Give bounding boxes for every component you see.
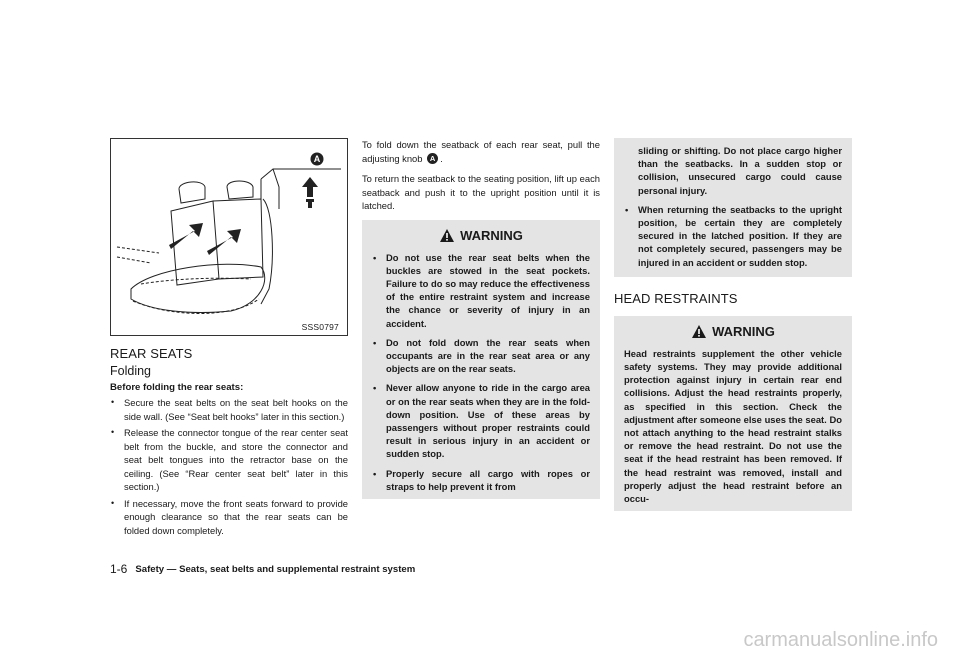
warning-continued-text: sliding or shifting. Do not place cargo higher than the seatbacks. In a sudden stop or collision, unsecured cargo could cause personal injury. (638, 145, 842, 196)
callout-a-icon: A (427, 153, 438, 164)
warning-triangle-icon (439, 228, 455, 243)
before-folding-label: Before folding the rear seats: (110, 382, 244, 393)
warning-triangle-icon (691, 324, 707, 339)
section-heading-rear-seats: REAR SEATS (110, 346, 193, 361)
page-footer (110, 562, 415, 576)
footer-section-title: Safety — Seats, seat belts and supplemental restraint system (135, 564, 416, 575)
list-item: • Release the connector tongue of the rear center seat belt from the buckle, and store the connector and seat belt tongues into the retractor base on the ceiling. (See “Rear center seat belt” later in this section.) (110, 426, 348, 494)
warning-header (372, 228, 590, 243)
list-item: • Secure the seat belts on the seat belt hooks on the side wall. (See “Seat belt hooks” later in this section.) (110, 396, 348, 423)
subheading-folding: Folding (110, 364, 151, 378)
warning-header (624, 324, 842, 339)
warning-title: WARNING (712, 323, 775, 339)
column-1 (110, 138, 348, 540)
section-heading-head-restraints: HEAD RESTRAINTS (614, 290, 738, 306)
figure-code: SSS0797 (301, 322, 339, 332)
fold-down-paragraph (362, 138, 600, 165)
warning-title: WARNING (460, 227, 523, 243)
head-restraint-warning-text: Head restraints supplement the other vehicle safety systems. They may provide additional protection against injury in certain rear end collisions. Adjust the head restraints properly, as specified in this section. Check the adjustment after someone else uses the seat. Do not attach anything to the head restraint stalks or remove the head restraint. Do not use the seat if the head restraint has been removed. If the head restraint was removed, install and properly adjust the head restraint before an occu- (624, 347, 842, 505)
warning-box-continued (614, 138, 852, 277)
column-2 (362, 138, 600, 499)
warning-box-head-restraints (614, 316, 852, 511)
fold-down-text: To fold down the seatback of each rear seat, pull the adjusting knob (362, 139, 600, 164)
warning-list (372, 251, 590, 493)
list-item: • If necessary, move the front seats forward to provide enough clearance so that the rear seats can be folded down completely. (110, 497, 348, 538)
list-item: • When returning the seatbacks to the upright position, be certain they are completely secured in the latched position. If they are not completely secured, passengers may be injured in an accident or sudden stop. (624, 203, 842, 269)
list-item: • Properly secure all cargo with ropes or straps to help prevent it from (372, 467, 590, 493)
column-3 (614, 138, 852, 511)
watermark: carmanualsonline.info (743, 629, 938, 651)
rear-seat-illustration (110, 138, 348, 336)
list-item: • Never allow anyone to ride in the cargo area or on the rear seats when they are in the fold-down position. Use of these areas by passengers without proper restraints could result in serious injury in an accident or sudden stop. (372, 381, 590, 460)
warning-box-rear-seats (362, 220, 600, 499)
fold-down-text-end: . (440, 152, 443, 164)
rear-seat-drawing (111, 139, 347, 335)
before-folding-list (110, 396, 348, 537)
callout-a-label: A (313, 154, 321, 165)
page-number: 1-6 (110, 562, 128, 576)
warning-list-continued (624, 203, 842, 269)
list-item: • Do not fold down the rear seats when occupants are in the rear seat area or any objects are on the rear seats. (372, 336, 590, 376)
return-seatback-paragraph: To return the seatback to the seating position, lift up each seatback and push it to the upright position until it is latched. (362, 173, 600, 211)
list-item: • Do not use the rear seat belts when the buckles are stowed in the seat pockets. Failure to do so may reduce the effectiveness of the entire restraint system and increase the chance or severity of injury in an accident. (372, 251, 590, 330)
